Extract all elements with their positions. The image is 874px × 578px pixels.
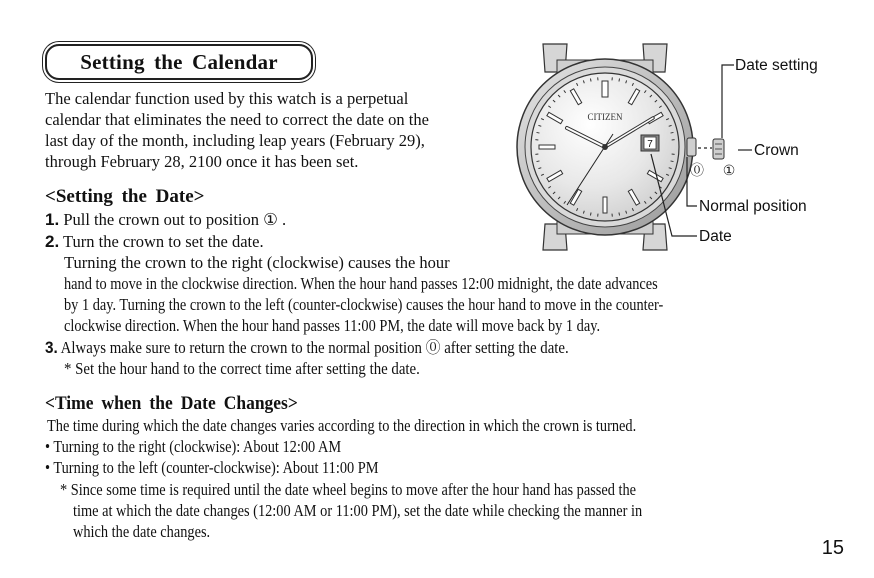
- label-normal-position: Normal position: [699, 198, 807, 215]
- step-text: Pull the crown out to position ① .: [63, 210, 287, 229]
- step-number: 2.: [45, 232, 60, 251]
- brand-logo: CITIZEN: [587, 112, 623, 122]
- bullet-text: • Turning to the left (counter-clockwise): About 11:00 PM: [45, 458, 379, 477]
- label-date-setting: Date setting: [735, 57, 818, 74]
- setting-date-heading: <Setting the Date>: [45, 186, 205, 207]
- label-crown: Crown: [754, 142, 799, 159]
- bullet-text: • Turning to the right (clockwise): About 12:00 AM: [45, 437, 342, 456]
- label-date: Date: [699, 228, 732, 245]
- intro-line: last day of the month, including leap years (February 29),: [45, 131, 425, 150]
- date-value: 7: [647, 139, 653, 150]
- note-text: which the date changes.: [73, 522, 211, 541]
- step-2-detail-line: Turning the crown to the right (clockwise) causes the hour: [64, 253, 450, 272]
- intro-line: The calendar function used by this watch is a perpetual: [45, 89, 409, 108]
- heading-text: <Time when the Date Changes>: [45, 393, 298, 414]
- note-text: * Since some time is required until the date wheel begins to move after the hour hand has passed the: [60, 480, 637, 499]
- page-number: 15: [821, 537, 844, 559]
- detail-text: by 1 day. Turning the crown to the left (counter-clockwise) causes the hour hand to move in the counter-: [64, 295, 664, 314]
- intro-text: The time during which the date changes varies according to the direction in which the crown is turned.: [47, 416, 637, 435]
- step-text: Always make sure to return the crown to the normal position ⓪ after setting the date.: [60, 338, 569, 357]
- note-text: time at which the date changes (12:00 AM or 11:00 PM), set the date while checking the manner in: [73, 501, 643, 520]
- step-number: 3.: [45, 338, 58, 357]
- intro-line: through February 28, 2100 once it has been set.: [45, 152, 359, 171]
- crown-position-1: [713, 139, 724, 159]
- detail-text: clockwise direction. When the hour hand passes 11:00 PM, the date will move back by 1 day.: [64, 316, 601, 335]
- note-text: * Set the hour hand to the correct time after setting the date.: [64, 359, 420, 378]
- position-1-marker: ①: [722, 162, 736, 178]
- section-title: Setting the Calendar: [80, 49, 278, 74]
- step-text: Turn the crown to set the date.: [63, 232, 264, 251]
- intro-line: calendar that eliminates the need to correct the date on the: [45, 110, 429, 129]
- position-0-marker: ⓪: [690, 162, 704, 178]
- detail-text: hand to move in the clockwise direction. When the hour hand passes 12:00 midnight, the date advances: [64, 274, 658, 293]
- step-number: 1.: [45, 210, 60, 229]
- leader-date-setting: [722, 65, 734, 138]
